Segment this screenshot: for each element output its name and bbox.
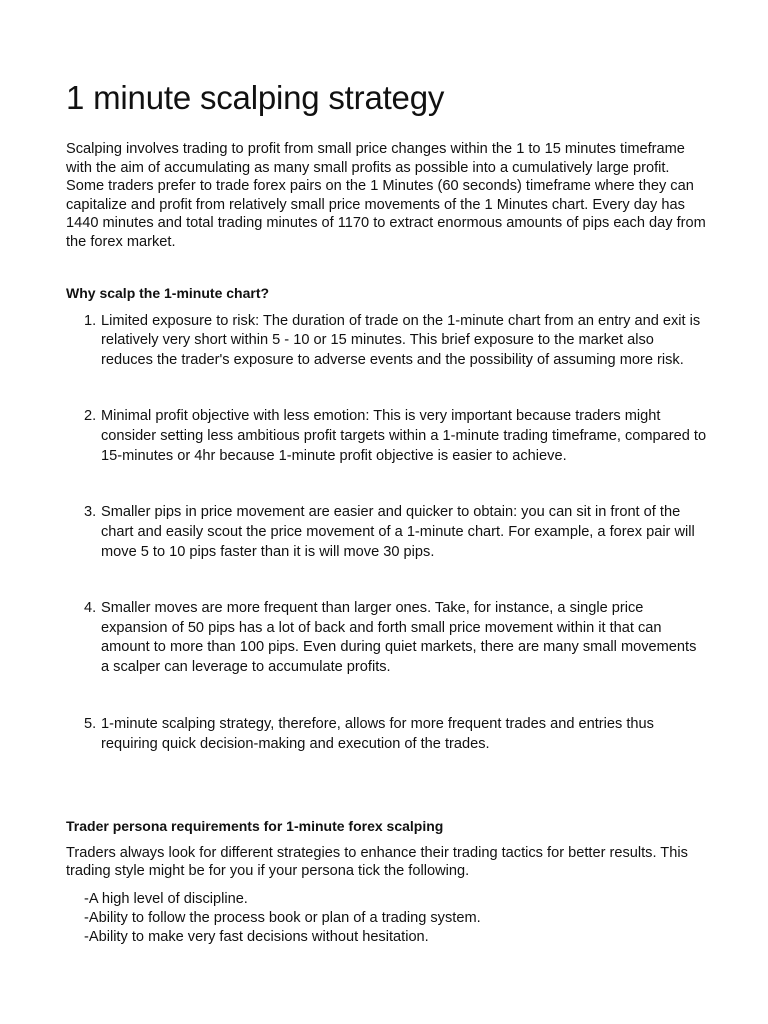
list-item-number: 5. <box>84 715 97 732</box>
list-item-number: 2. <box>84 407 97 424</box>
list-item <box>66 715 708 755</box>
requirement-item: -A high level of discipline. <box>84 890 248 907</box>
list-item <box>66 503 708 562</box>
persona-section-heading: Trader persona requirements for 1-minute forex scalping <box>66 817 444 834</box>
page-title: 1 minute scalping strategy <box>66 79 445 116</box>
list-item-text: Smaller moves are more frequent than larger ones. Take, for instance, a single price expansion of 50 pips has a lot of back and forth small price movement within it that can amount to more than 100 pips. Even during quiet markets, there are many small movements a scalper can leverage to accumulate profits. <box>101 599 697 676</box>
list-item-number: 4. <box>84 599 97 616</box>
list-item <box>66 407 708 466</box>
list-item-number: 3. <box>84 504 97 521</box>
why-section-heading: Why scalp the 1-minute chart? <box>66 284 270 301</box>
list-item <box>66 599 708 678</box>
list-item-text: Limited exposure to risk: The duration of trade on the 1-minute chart from an entry and exit is relatively very short within 5 - 10 or 15 minutes. This brief exposure to the market also reduces the trader's exposure to adverse events and the possibility of assuming more risk. <box>101 312 701 369</box>
intro-paragraph: Scalping involves trading to profit from small price changes within the 1 to 15 minutes timeframe with the aim of accumulating as many small profits as possible into a cumulatively large profit. Some traders prefer to trade forex pairs on the 1 Minutes (60 seconds) timeframe where they can capitalize and profit from relatively small price movements of the 1 Minutes chart. Every day has 1440 minutes and total trading minutes of 1170 to extract enormous amounts of pips each day from the forex market. <box>66 141 706 250</box>
list-item <box>66 312 708 371</box>
persona-intro-paragraph: Traders always look for different strategies to enhance their trading tactics for better results. This trading style might be for you if your persona tick the following. <box>66 844 688 880</box>
list-item-text: Smaller pips in price movement are easier and quicker to obtain: you can sit in front of the chart and easily scout the price movement of a 1-minute chart. For example, a forex pair will move 5 to 10 pips faster than it is will move 30 pips. <box>101 504 695 560</box>
list-item-text: Minimal profit objective with less emotion: This is very important because traders might consider setting less ambitious profit targets within a 1-minute trading timeframe, compared to 15-minutes or 4hr because 1-minute profit objective is easier to achieve. <box>101 407 707 464</box>
why-list <box>66 312 708 755</box>
list-item-text: 1-minute scalping strategy, therefore, allows for more frequent trades and entries thus requiring quick decision-making and execution of the trades. <box>101 715 654 752</box>
requirement-item: -Ability to follow the process book or plan of a trading system. <box>84 909 481 926</box>
list-item-number: 1. <box>84 312 97 329</box>
requirement-item: -Ability to make very fast decisions without hesitation. <box>84 928 429 945</box>
requirements-list <box>66 890 708 947</box>
